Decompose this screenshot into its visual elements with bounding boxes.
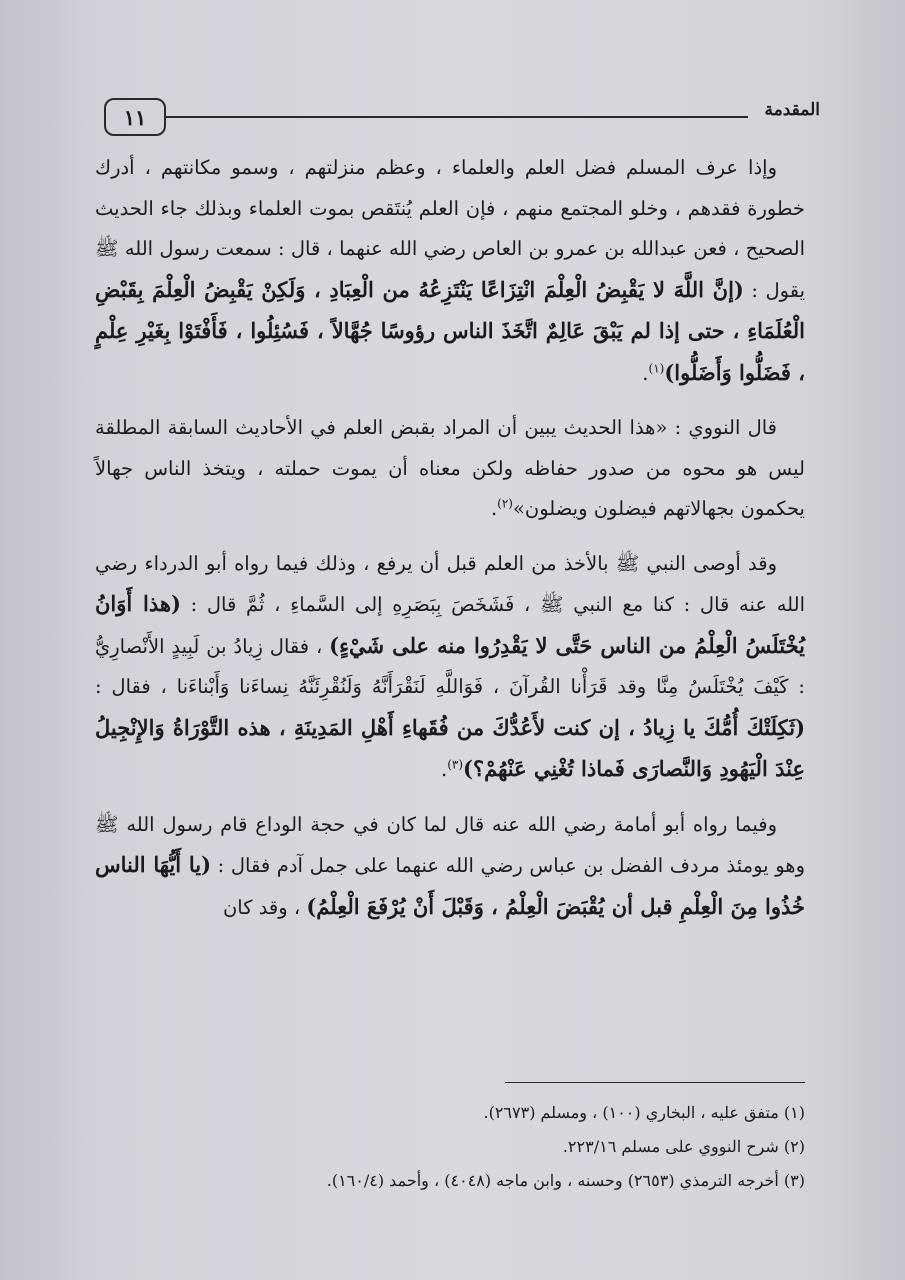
paragraph-2: قال النووي : «هذا الحديث يبين أن المراد بقبض العلم في الأحاديث السابقة المطلقة ليس هو محوه من صدور حفاظه ولكن معناه أن يموت حملته ، ويتخذ الناس جهالاً يحكمون بجهالاتهم فيضلون ويضلون»$^{(٢)}$.	[95, 416, 805, 520]
paragraph-3: وقد أوصى النبي ﷺ بالأخذ من العلم قبل أن يرفع ، وذلك فيما رواه أبو الدرداء رضي الله عنه قال : كنا مع النبي ﷺ ، فَشَخَصَ بِبَصَرِهِ إلى السَّماءِ ، ثُمَّ قال : (هذا أَوَانُ يُخْتَلَسُ الْعِلْمُ من الناس حَتَّى لا يَقْدِرُوا منه على شَيْءٍ) ، فقال زِيادُ بن لَبِيدٍ الأَنْصارِيُّ : كَيْفَ يُخْتَلَسُ مِنَّا وقد قَرَأْنا القُرآنَ ، فَوَاللَّهِ لَنَقْرَأَنَّهُ وَلَنُقْرِئَنَّهُ نِساءَنا وَأَبْناءَنا ، فقال : (ثَكِلَتْكَ أُمُّكَ يا زِيادُ ، إن كنت لأَعُدُّكَ من فُقَهاءِ أَهْلِ المَدِينَةِ ، هذه التَّوْرَاةُ وَالإِنْجِيلُ عِنْدَ الْيَهُودِ وَالنَّصارَى فَماذا تُغْنِي عَنْهُمْ؟)$^{(٣)}$.	[95, 551, 805, 781]
paragraph-4	[95, 805, 805, 929]
hadith-quote-4: (يا أَيُّهَا الناس خُذُوا مِنَ الْعِلْمِ قبل أن يُقْبَضَ الْعِلْمُ ، وَقَبْلَ أَنْ يُرْفَعَ الْعِلْمُ)	[95, 852, 805, 919]
paragraph-1: وإذا عرف المسلم فضل العلم والعلماء ، وعظم منزلتهم ، وسمو مكانتهم ، أدرك خطورة فقدهم ، وخلو المجتمع منهم ، فإن العلم يُنتَقص بموت العلماء وبذلك جاء الحديث الصحيح ، فعن عبدالله بن عمرو بن العاص رضي الله عنهما ، قال : سمعت رسول الله ﷺ يقول : (إنَّ اللَّهَ لا يَقْبِضُ الْعِلْمَ انْتِزَاعًا يَنْتَزِعُهُ من الْعِبَادِ ، وَلَكِنْ يَقْبِضُ الْعِلْمَ بِقَبْضِ الْعُلَمَاءِ ، حتى إذا لم يَبْقَ عَالِمٌ اتَّخَذَ الناس رؤوسًا جُهَّالاً ، فَسُئِلُوا ، فَأَفْتَوْا بِغَيْرِ عِلْمٍ ، فَضَلُّوا وَأَضَلُّوا)$^{(١)}$.	[95, 156, 805, 385]
footnote-separator	[505, 1082, 805, 1083]
p3-text-b: ، فقال زِيادُ بن لَبِيدٍ الأَنْصارِيُّ : كَيْفَ يُخْتَلَسُ مِنَّا وقد قَرَأْنا القُرآنَ ، فَوَاللَّهِ لَنَقْرَأَنَّهُ وَلَنُقْرِئَنَّهُ نِساءَنا وَأَبْناءَنا ، فقال :	[95, 634, 805, 698]
header-rule	[164, 116, 748, 118]
p3-text-a: وقد أوصى النبي ﷺ بالأخذ من العلم قبل أن يرفع ، وذلك فيما رواه أبو الدرداء رضي الله عنه قال : كنا مع النبي ﷺ ، فَشَخَصَ بِبَصَرِهِ إلى السَّماءِ ، ثُمَّ قال :	[95, 551, 805, 616]
hadith-quote-2: (هذا أَوَانُ يُخْتَلَسُ الْعِلْمُ من الناس حَتَّى لا يَقْدِرُوا منه على شَيْءٍ)	[95, 591, 805, 658]
p1-text: وإذا عرف المسلم فضل العلم والعلماء ، وعظم منزلتهم ، وسمو مكانتهم ، أدرك خطورة فقدهم ، وخلو المجتمع منهم ، فإن العلم يُنتَقص بموت العلماء وبذلك جاء الحديث الصحيح ، فعن عبدالله بن عمرو بن العاص رضي الله عنهما ، قال : سمعت رسول الله ﷺ يقول :	[95, 156, 805, 302]
footnote-1: (١) متفق عليه ، البخاري (١٠٠) ، ومسلم (٢٦٧٣).	[483, 1103, 805, 1122]
page-header	[100, 96, 820, 140]
footnote-3: (٣) أخرجه الترمذي (٢٦٥٣) وحسنه ، وابن ماجه (٤٠٤٨) ، وأحمد (١٦٠/٤).	[326, 1171, 805, 1190]
footnote-ref-3: (٣)	[447, 757, 464, 772]
page-number-box	[104, 98, 166, 136]
body-text	[95, 148, 805, 928]
chapter-title: المقدمة	[764, 100, 820, 120]
footnote-ref-2: (٢)	[497, 496, 513, 511]
page-number: ١١	[123, 104, 147, 130]
footnotes	[95, 1096, 805, 1198]
p4-text-b: ، وقد كان	[222, 895, 301, 919]
p4-text-a: وفيما رواه أبو أمامة رضي الله عنه قال لما كان في حجة الوداع قام رسول الله ﷺ وهو يومئذ مردف الفضل بن عباس رضي الله عنهما على جمل آدم فقال :	[95, 812, 805, 877]
hadith-quote-3: (ثَكِلَتْكَ أُمُّكَ يا زِيادُ ، إن كنت لأَعُدُّكَ من فُقَهاءِ أَهْلِ المَدِينَةِ ، هذه التَّوْرَاةُ وَالإِنْجِيلُ عِنْدَ الْيَهُودِ وَالنَّصارَى فَماذا تُغْنِي عَنْهُمْ؟)	[95, 714, 805, 781]
footnote-2: (٢) شرح النووي على مسلم ٢٢٣/١٦.	[562, 1137, 805, 1156]
p2-text: قال النووي : «هذا الحديث يبين أن المراد بقبض العلم في الأحاديث السابقة المطلقة ليس هو محوه من صدور حفاظه ولكن معناه أن يموت حملته ، ويتخذ الناس جهالاً يحكمون بجهالاتهم فيضلون ويضلون»	[95, 416, 805, 520]
footnote-ref-1: (١)	[648, 361, 665, 375]
hadith-quote-1: (إنَّ اللَّهَ لا يَقْبِضُ الْعِلْمَ انْتِزَاعًا يَنْتَزِعُهُ من الْعِبَادِ ، وَلَكِنْ يَقْبِضُ الْعِلْمَ بِقَبْضِ الْعُلَمَاءِ ، حتى إذا لم يَبْقَ عَالِمٌ اتَّخَذَ الناس رؤوسًا جُهَّالاً ، فَسُئِلُوا ، فَأَفْتَوْا بِغَيْرِ عِلْمٍ ، فَضَلُّوا وَأَضَلُّوا)	[95, 276, 805, 385]
